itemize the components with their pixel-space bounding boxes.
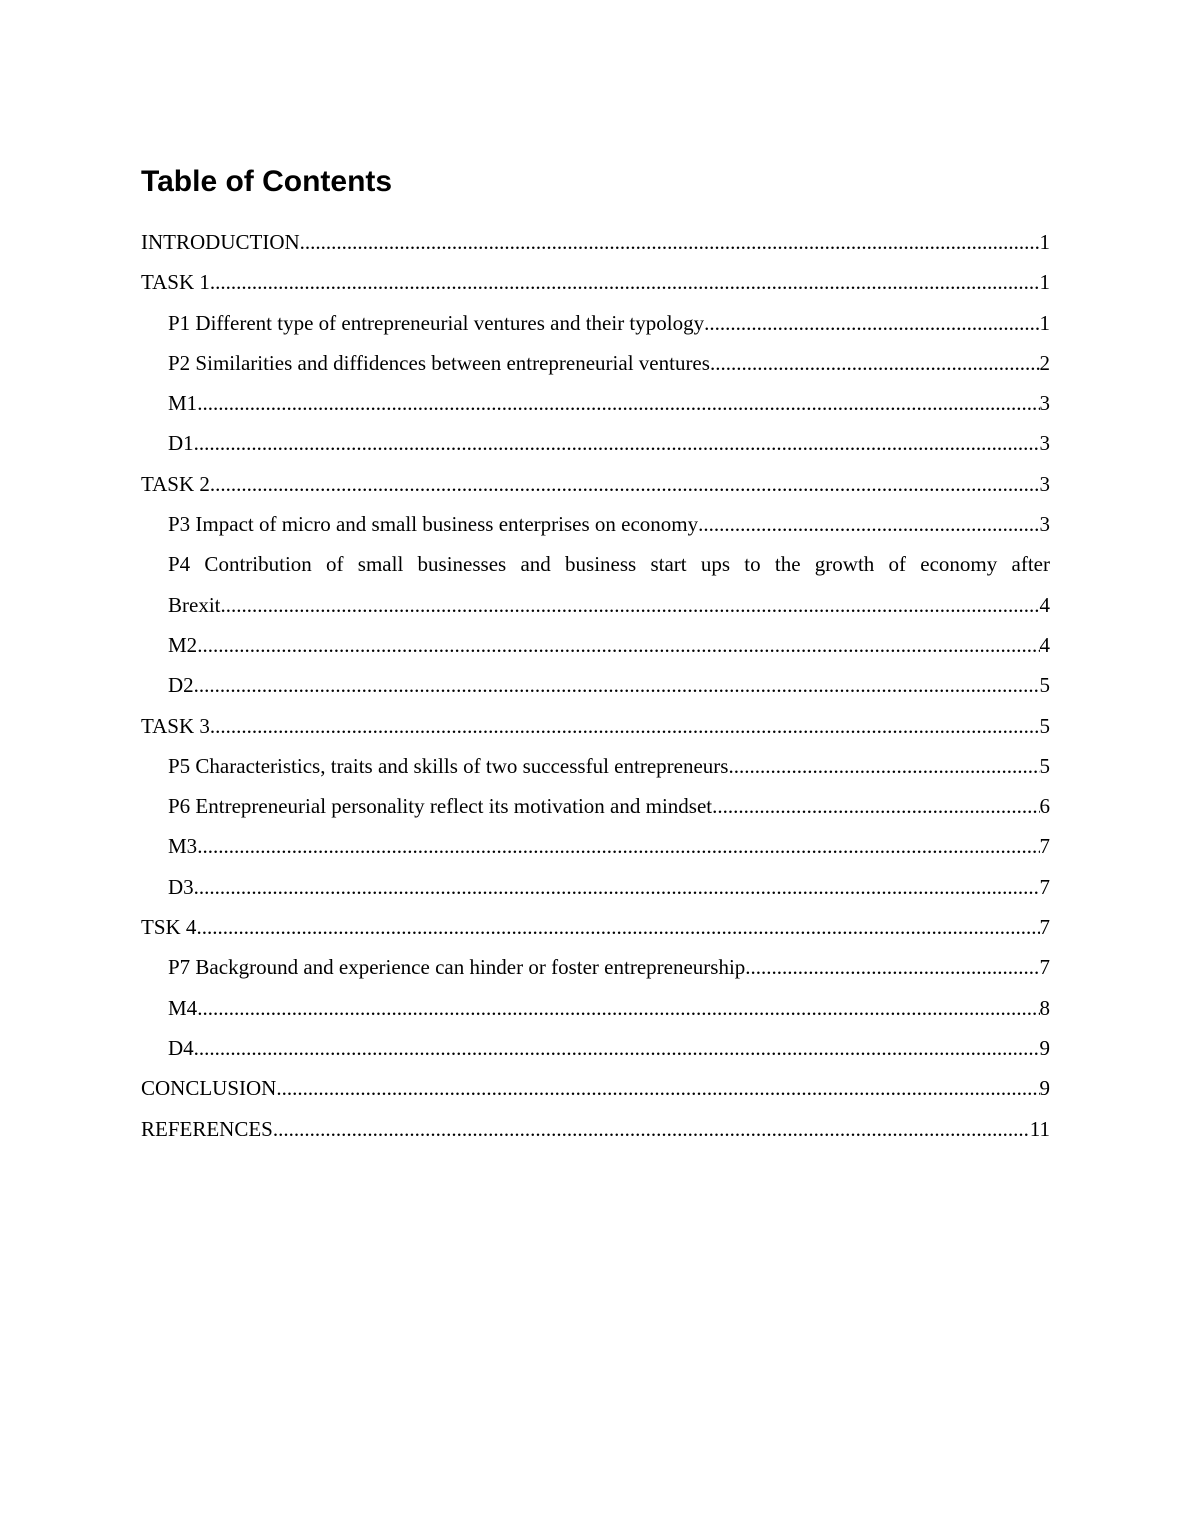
toc-entry-line bbox=[168, 867, 1050, 907]
toc-entry-label: M3 bbox=[168, 834, 198, 859]
toc-leader-dots bbox=[300, 222, 1040, 262]
toc-leader-dots bbox=[197, 826, 1039, 866]
toc-entry[interactable] bbox=[141, 423, 1050, 463]
toc-leader-dots bbox=[197, 988, 1039, 1028]
toc-leader-dots bbox=[276, 1068, 1039, 1108]
toc-entry-line bbox=[141, 1109, 1050, 1149]
toc-entry[interactable] bbox=[141, 262, 1050, 302]
toc-entry-line bbox=[168, 343, 1050, 383]
toc-entry[interactable] bbox=[141, 504, 1050, 544]
toc-leader-dots bbox=[194, 867, 1040, 907]
toc-entry-page-number: 3 bbox=[1039, 512, 1050, 537]
toc-entry-page-number: 7 bbox=[1039, 834, 1050, 859]
toc-entry-page-number: 9 bbox=[1039, 1076, 1050, 1101]
toc-leader-dots bbox=[698, 504, 1039, 544]
toc-entry-line bbox=[168, 625, 1050, 665]
toc-entry[interactable] bbox=[141, 706, 1050, 746]
toc-entry-label: REFERENCES bbox=[141, 1116, 273, 1141]
toc-entry-label: D4 bbox=[168, 1035, 194, 1060]
toc-entry[interactable] bbox=[141, 343, 1050, 383]
toc-entry-line bbox=[141, 1068, 1050, 1108]
toc-entry-label: TASK 1 bbox=[141, 270, 210, 295]
toc-entry-page-number: 11 bbox=[1029, 1116, 1050, 1141]
toc-entry-label: M2 bbox=[168, 632, 198, 657]
toc-entry[interactable] bbox=[141, 786, 1050, 826]
toc-entry[interactable] bbox=[141, 867, 1050, 907]
toc-entry-line bbox=[168, 423, 1050, 463]
toc-entry-page-number: 4 bbox=[1039, 632, 1050, 657]
toc-entry-label: TASK 3 bbox=[141, 713, 210, 738]
toc-leader-dots bbox=[210, 262, 1040, 302]
toc-entry-label: TSK 4 bbox=[141, 915, 197, 940]
toc-entry-page-number: 1 bbox=[1039, 310, 1050, 335]
toc-entry-line bbox=[141, 907, 1050, 947]
toc-entry-label: INTRODUCTION bbox=[141, 230, 300, 254]
toc-entry[interactable] bbox=[141, 1068, 1050, 1108]
toc-entry-label: TASK 2 bbox=[141, 471, 210, 496]
toc-entry[interactable] bbox=[141, 1028, 1050, 1068]
toc-entry-line bbox=[141, 464, 1050, 504]
toc-entry-line bbox=[168, 786, 1050, 826]
toc-entry-line bbox=[168, 665, 1050, 705]
toc-entry-page-number: 3 bbox=[1039, 471, 1050, 496]
toc-entry-page-number: 6 bbox=[1039, 794, 1050, 819]
toc-entry-label: P5 Characteristics, traits and skills of two successful entrepreneurs bbox=[168, 753, 729, 778]
toc-leader-dots bbox=[210, 706, 1040, 746]
toc-entry-label: D2 bbox=[168, 673, 194, 698]
toc-leader-dots bbox=[210, 464, 1040, 504]
toc-entry-page-number: 5 bbox=[1039, 713, 1050, 738]
toc-entry-page-number: 5 bbox=[1039, 753, 1050, 778]
toc-entry-label: P7 Background and experience can hinder or foster entrepreneurship bbox=[168, 955, 746, 980]
toc-entry[interactable] bbox=[141, 464, 1050, 504]
toc-entry-label: P6 Entrepreneurial personality reflect its motivation and mindset bbox=[168, 794, 713, 819]
toc-entry[interactable] bbox=[141, 665, 1050, 705]
toc-leader-dots bbox=[197, 383, 1039, 423]
toc-entry-page-number: 4 bbox=[1039, 592, 1050, 617]
toc-entry-line bbox=[168, 988, 1050, 1028]
toc-leader-dots bbox=[196, 907, 1039, 947]
toc-leader-dots bbox=[712, 786, 1039, 826]
toc-entry-label: D3 bbox=[168, 874, 194, 899]
toc-list bbox=[141, 222, 1050, 1149]
toc-entry-line bbox=[168, 303, 1050, 343]
toc-entry-line bbox=[141, 262, 1050, 302]
toc-entry-label: M1 bbox=[168, 391, 198, 416]
toc-entry-line bbox=[168, 1028, 1050, 1068]
toc-entry-page-number: 7 bbox=[1039, 955, 1050, 980]
toc-leader-dots bbox=[194, 423, 1040, 463]
toc-title: Table of Contents bbox=[141, 165, 393, 198]
toc-entry-line bbox=[168, 504, 1050, 544]
toc-entry[interactable] bbox=[141, 625, 1050, 665]
toc-entry-page-number: 9 bbox=[1039, 1035, 1050, 1060]
toc-entry-line bbox=[168, 585, 1050, 625]
toc-entry-page-number: 5 bbox=[1039, 673, 1050, 698]
toc-entry-label: P2 Similarities and diffidences between entrepreneurial ventures bbox=[168, 350, 710, 375]
toc-leader-dots bbox=[273, 1109, 1030, 1149]
toc-entry-label: Brexit bbox=[168, 592, 221, 617]
toc-entry-line bbox=[168, 383, 1050, 423]
toc-entry-label: CONCLUSION bbox=[141, 1076, 277, 1101]
toc-entry-line bbox=[168, 947, 1050, 987]
toc-entry-page-number: 7 bbox=[1039, 874, 1050, 899]
toc-leader-dots bbox=[710, 343, 1040, 383]
toc-entry[interactable] bbox=[141, 303, 1050, 343]
toc-entry-page-number: 1 bbox=[1039, 270, 1050, 295]
toc-leader-dots bbox=[745, 947, 1039, 987]
toc-entry-label: M4 bbox=[168, 995, 198, 1020]
toc-entry[interactable] bbox=[141, 383, 1050, 423]
toc-leader-dots bbox=[728, 746, 1039, 786]
toc-leader-dots bbox=[194, 665, 1040, 705]
toc-entry-page-number: 8 bbox=[1039, 995, 1050, 1020]
toc-entry-line bbox=[168, 826, 1050, 866]
toc-leader-dots bbox=[194, 1028, 1040, 1068]
toc-entry[interactable] bbox=[141, 907, 1050, 947]
toc-entry-line bbox=[141, 222, 1050, 262]
toc-entry-label: P3 Impact of micro and small business enterprises on economy bbox=[168, 512, 699, 537]
toc-leader-dots bbox=[704, 303, 1039, 343]
toc-entry[interactable] bbox=[141, 746, 1050, 786]
toc-entry-page-number: 3 bbox=[1039, 431, 1050, 456]
toc-entry-label: P1 Different type of entrepreneurial ventures and their typology bbox=[168, 310, 705, 335]
toc-entry-line bbox=[168, 746, 1050, 786]
toc-entry-page-number: 7 bbox=[1039, 915, 1050, 940]
toc-entry[interactable] bbox=[141, 544, 1050, 625]
toc-entry-line bbox=[141, 706, 1050, 746]
toc-entry-label-line1: P4 Contribution of small businesses and business start ups to the growth of economy after bbox=[168, 552, 1050, 577]
toc-entry[interactable] bbox=[141, 1109, 1050, 1149]
toc-entry[interactable] bbox=[141, 826, 1050, 866]
toc-entry-page-number: 1 bbox=[1039, 230, 1050, 254]
toc-leader-dots bbox=[221, 585, 1040, 625]
toc-leader-dots bbox=[197, 625, 1039, 665]
toc-entry[interactable] bbox=[141, 947, 1050, 987]
toc-entry[interactable] bbox=[141, 988, 1050, 1028]
toc-entry-label: D1 bbox=[168, 431, 194, 456]
toc-entry-page-number: 3 bbox=[1039, 391, 1050, 416]
toc-entry[interactable] bbox=[141, 222, 1050, 262]
toc-entry-page-number: 2 bbox=[1039, 350, 1050, 375]
